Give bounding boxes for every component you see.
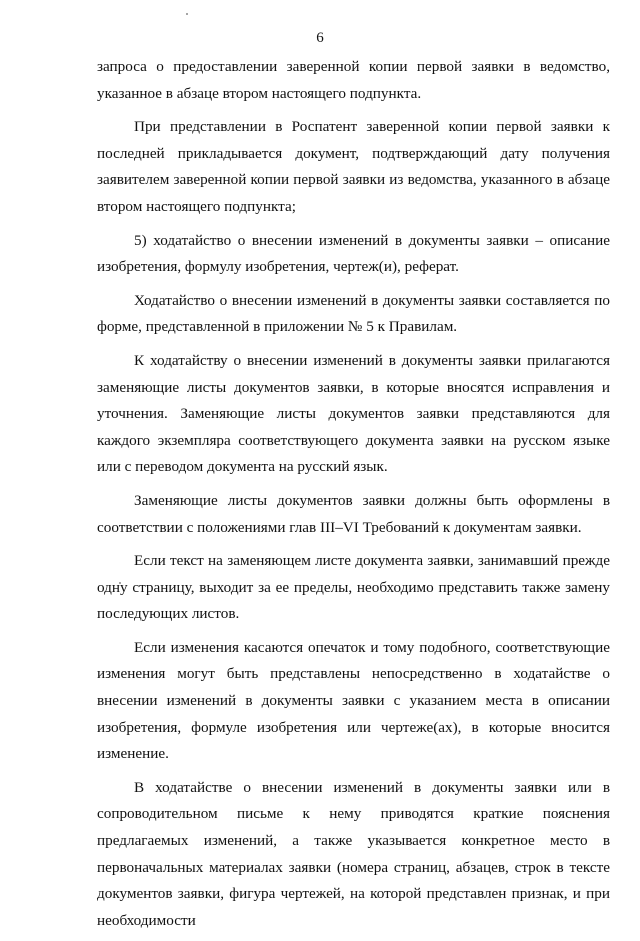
paragraph: Ходатайство о внесении изменений в документы заявки составляется по форме, представленной в приложении № 5 к Правилам. <box>97 291 610 336</box>
paragraph: Если текст на заменяющем листе документа заявки, занимавший прежде одну страницу, выходит за ее пределы, необходимо представить также замену последующих листов. <box>97 552 610 623</box>
scan-speck <box>186 13 188 15</box>
paragraph: запроса о предоставлении заверенной копии первой заявки в ведомство, указанное в абзаце втором настоящего подпункта. <box>97 58 610 102</box>
paragraph: К ходатайству о внесении изменений в документы заявки прилагаются заменяющие листы документов заявки, в которые вносятся исправления и уточнения. Заменяющие листы документов заявки представляются для каждого экземпляра соответствующего документа заявки на русском языке или с переводом документа на русский язык. <box>97 351 610 476</box>
page-number: 6 <box>316 30 324 46</box>
paragraph: 5) ходатайство о внесении изменений в документы заявки – описание изобретения, формулу изобретения, чертеж(и), реферат. <box>97 231 610 276</box>
paragraph: При представлении в Роспатент заверенной копии первой заявки к последней прикладывается документ, подтверждающий дату получения заявителем заверенной копии первой заявки из ведомства, указанного в абзаце втором настоящего подпункта; <box>97 118 610 215</box>
paragraph: Если изменения касаются опечаток и тому подобного, соответствующие изменения могут быть представлены непосредственно в ходатайстве о внесении изменений в документы заявки с указанием места в описании изобретения, формуле изобретения или чертеже(ах), в которые вносится изменение. <box>97 638 610 763</box>
paragraph: Заменяющие листы документов заявки должны быть оформлены в соответствии с положениями глав III–VI Требований к документам заявки. <box>97 491 610 536</box>
paragraph: В ходатайстве о внесении изменений в документы заявки или в сопроводительном письме к нему приводятся краткие пояснения предлагаемых изменений, а также указывается конкретное место в первоначальных материалах заявки (номера страниц, абзацев, строк в тексте документов заявки, фигура чертежей, на которой представлен признак, и при необходимости <box>97 778 610 929</box>
document-body <box>97 54 610 941</box>
